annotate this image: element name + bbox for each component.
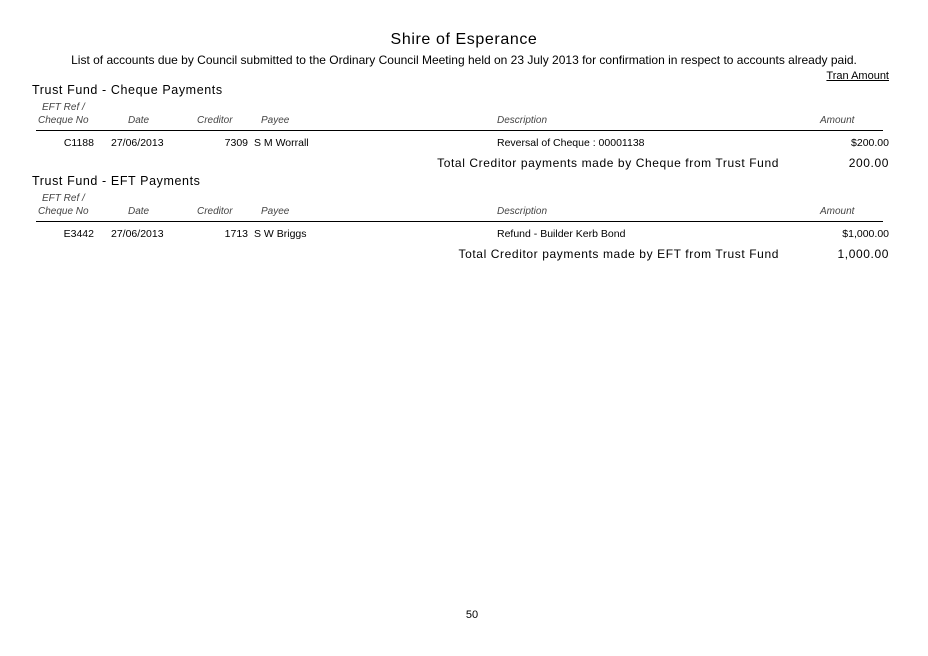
row-creditor: 7309 <box>224 137 248 149</box>
report-title: Shire of Esperance <box>390 31 538 48</box>
row-description: Reversal of Cheque : 00001138 <box>497 137 645 149</box>
row-date: 27/06/2013 <box>111 137 164 149</box>
col-ref-line2: Cheque No <box>38 206 89 217</box>
col-ref-line1: EFT Ref / <box>42 102 85 113</box>
row-ref: E3442 <box>63 228 94 240</box>
col-creditor: Creditor <box>197 115 233 126</box>
col-date: Date <box>128 115 150 126</box>
total-value-cheque: 200.00 <box>848 156 889 170</box>
col-payee: Payee <box>261 115 290 126</box>
tran-amount-label: Tran Amount <box>826 70 889 82</box>
col-creditor: Creditor <box>197 206 233 217</box>
row-date: 27/06/2013 <box>111 228 164 240</box>
row-ref: C1188 <box>63 137 94 149</box>
col-ref-line1: EFT Ref / <box>42 193 85 204</box>
header-rule <box>36 130 883 131</box>
col-amount: Amount <box>820 206 855 217</box>
col-date: Date <box>128 206 150 217</box>
col-description: Description <box>497 115 548 126</box>
total-label-eft: Total Creditor payments made by EFT from Trust Fund <box>458 247 779 261</box>
col-payee: Payee <box>261 206 290 217</box>
row-description: Refund - Builder Kerb Bond <box>497 228 626 240</box>
report-subtitle: List of accounts due by Council submitted to the Ordinary Council Meeting held on 23 July 2013 for confirmation in respect to accounts already paid. <box>71 53 857 67</box>
total-label-cheque: Total Creditor payments made by Cheque from Trust Fund <box>437 156 779 170</box>
row-payee: S W Briggs <box>254 228 307 240</box>
row-payee: S M Worrall <box>254 137 309 149</box>
col-amount: Amount <box>820 115 855 126</box>
col-description: Description <box>497 206 548 217</box>
page-number: 50 <box>465 609 479 621</box>
row-amount: $1,000.00 <box>842 228 889 240</box>
col-ref-line2: Cheque No <box>38 115 89 126</box>
row-amount: $200.00 <box>851 137 889 149</box>
total-value-eft: 1,000.00 <box>837 247 889 261</box>
section-title-eft: Trust Fund - EFT Payments <box>32 174 201 188</box>
row-creditor: 1713 <box>224 228 248 240</box>
header-rule <box>36 221 883 222</box>
section-title-cheque: Trust Fund - Cheque Payments <box>32 83 223 97</box>
